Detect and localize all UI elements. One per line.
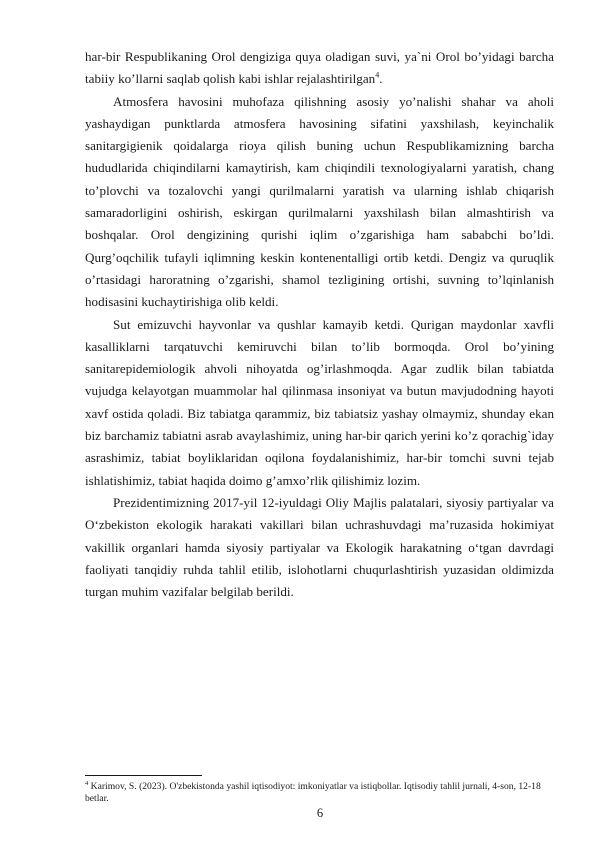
paragraph-4: Prezidentimizning 2017-yil 12-iyuldagi Oliy Majlis palatalari, siyosiy partiyalar va O‘zbekiston ekologik harakati vakillari bilan uchrashuvdagi ma’ruzasida hokimiyat vakillik organlari hamda siyosiy partiyalar va Ekologik harakatning o‘tgan davrdagi faoliyati tanqidiy ruhda tahlil etilib, islohotlarni chuqurlashtirish yuzasidan oldimizda turgan muhim vazifalar belgilab berildi. — [85, 494, 554, 600]
paragraph-1-text: har-bir Respublikaning Orol dengiziga quya oladigan suvi, ya`ni Orol bo’yidagi barcha tabiiy ko’llarni saqlab qolish kabi ishlar rejalashtirilgan — [85, 49, 554, 87]
paragraph-1-tail: . — [379, 71, 383, 87]
footnote-text: Karimov, S. (2023). O'zbekistonda yashil iqtisodiyot: imkoniyatlar va istiqbollar. Iqtisodiy tahlil jurnali, 4-son, 12-18 betlar. — [85, 781, 541, 805]
page-number: 6 — [316, 806, 324, 820]
paragraph-3: Sut emizuvchi hayvonlar va qushlar kamayib ketdi. Qurigan maydonlar xavfli kasalliklarni tarqatuvchi kemiruvchi bilan to’lib bormoqda. Orol bo’yining sanitarepidemiologik ahvoli nihoyatda og’irlashmoqda. Agar zudlik bilan tabiatda vujudga kelayotgan muammolar hal qilinmasa insoniyat va butun mavjudodning hayoti xavf ostida qoladi. Biz tabiatga qarammiz, biz tabiatsiz yashay olmaymiz, shunday ekan biz barchamiz tabiatni asrab avaylashimiz, uning har-bir qarich yerini ko’z qorachig`iday asrashimiz, tabiat boyliklaridan oqilona foydalanishimiz, har-bir tomchi suvni tejab ishlatishimiz, tabiat haqida doimo g’amxo’rlik qilishimiz lozim. — [85, 316, 554, 488]
footnote-separator — [85, 775, 202, 776]
footnote-number: 4 — [85, 779, 89, 787]
body-text — [85, 46, 554, 603]
footnote-reference: 4 — [375, 70, 380, 80]
footnote — [85, 781, 554, 806]
paragraph-1 — [85, 46, 554, 91]
paragraph-2: Atmosfera havosini muhofaza qilishning asosiy yo’nalishi shahar va aholi yashaydigan punktlarda atmosfera havosining sifatini yaxshilash, keyinchalik sanitargigienik qoidalarga rioya qilish buning uchun Respublikamizning barcha hududlarida chiqindilarni kamaytirish, kam chiqindili texnologiyalarni yaratish, chang to’plovchi va tozalovchi yangi qurilmalarni yaratish va ularning ishlab chiqarish samaradorligini oshirish, eskirgan qurilmalarni yaxshilash bilan almashtirish va boshqalar. Orol dengizining qurishi iqlim o’zgarishiga ham sababchi bo’ldi. Qurg’oqchilik tufayli iqlimning keskin kontenentalligi ortib ketdi. Dengiz va quruqlik o’rtasidagi haroratning o’zgarishi, shamol tezligining ortishi, suvning to’lqinlanish hodisasini kuchaytirishiga olib keldi. — [85, 93, 554, 310]
